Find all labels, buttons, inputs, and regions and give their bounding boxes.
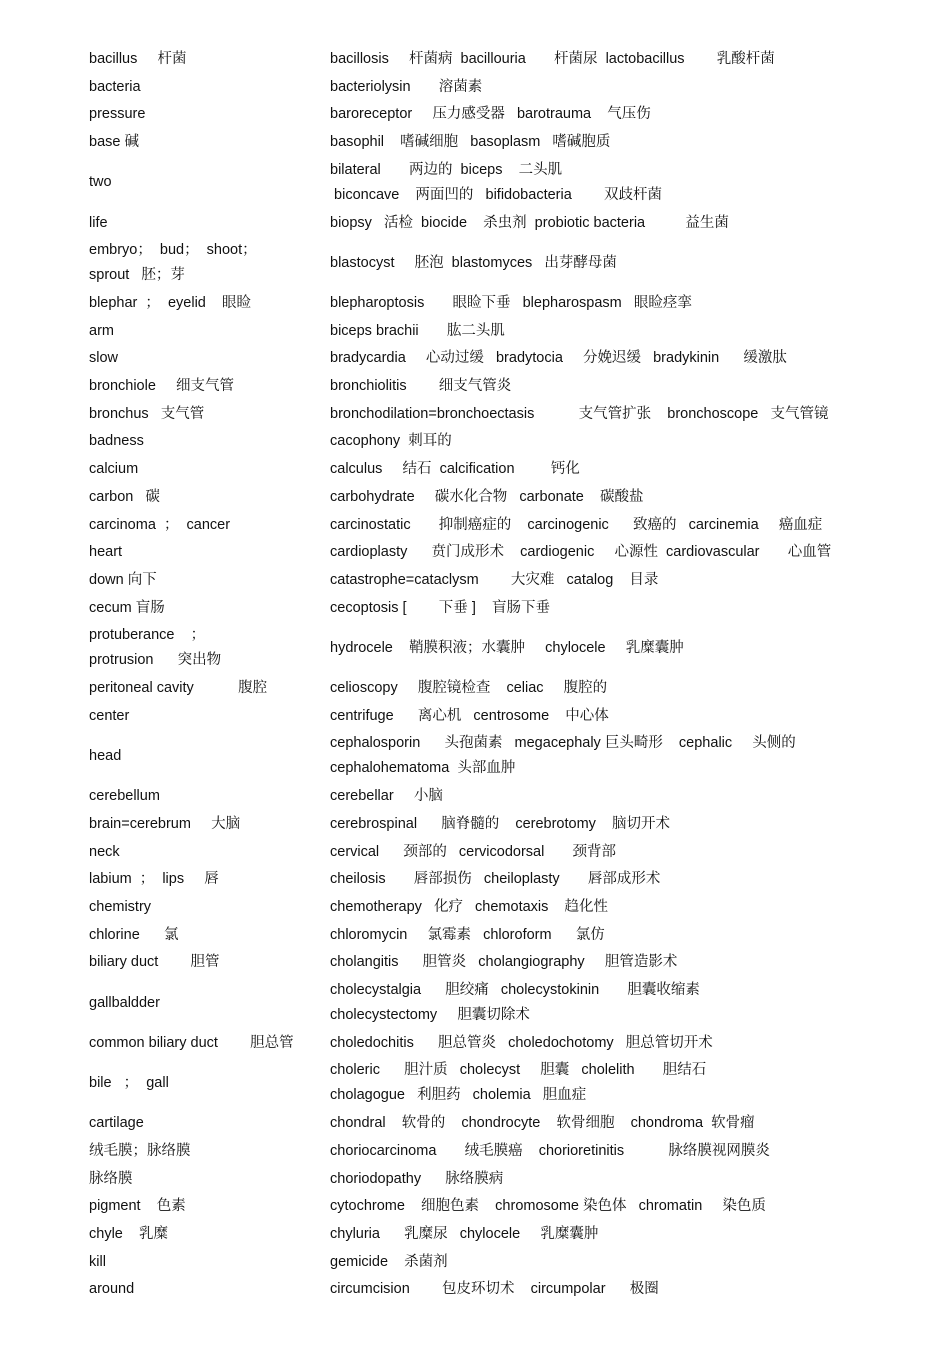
- example-terms-line: centrifuge 离心机 centrosome 中心体: [330, 707, 609, 724]
- example-terms-line: bronchodilation=bronchoectasis 支气管扩张 bronchoscope 支气管镜: [330, 405, 829, 422]
- root-meaning-line: biliary duct 胆管: [89, 954, 220, 971]
- root-meaning-line: head: [89, 747, 122, 764]
- vocab-row: [0, 1139, 950, 1164]
- root-meaning-line: cerebellum: [89, 788, 160, 805]
- example-terms-line: celioscopy 腹腔镜检查 celiac 腹腔的: [330, 680, 608, 696]
- example-terms-line: cerebrospinal 脑脊髓的 cerebrotomy 脑切开术: [330, 815, 671, 832]
- vocab-row: [0, 950, 950, 975]
- example-terms-line: carbohydrate 碳水化合物 carbonate 碳酸盐: [330, 488, 644, 505]
- vocab-row: [0, 429, 950, 454]
- vocab-row: [0, 596, 950, 621]
- example-terms: [330, 812, 890, 837]
- example-terms: [330, 346, 890, 371]
- example-terms-line: baroreceptor 压力感受器 barotrauma 气压伤: [330, 106, 651, 123]
- root-meaning-line: bronchiole 细支气管: [89, 378, 235, 394]
- vocab-row: [0, 130, 950, 155]
- vocab-row: [0, 1111, 950, 1136]
- example-terms-line: choriodopathy 脉络膜病: [330, 1170, 504, 1187]
- root-meaning: [89, 457, 319, 482]
- root-meaning: [89, 485, 319, 510]
- root-meaning: [89, 1167, 319, 1192]
- example-terms: [330, 950, 890, 975]
- root-meaning-line: cecum 盲肠: [89, 599, 165, 616]
- example-terms-line: cholangitis 胆管炎 cholangiography 胆管造影术: [330, 954, 678, 971]
- root-meaning-line: bronchus 支气管: [89, 405, 205, 422]
- root-meaning-line: base 碱: [89, 134, 139, 151]
- root-meaning: [89, 238, 319, 288]
- root-meaning-line: slow: [89, 350, 119, 367]
- example-terms: [330, 291, 890, 316]
- vocab-row: [0, 374, 950, 399]
- root-meaning: [89, 568, 319, 593]
- example-terms-line: cephalosporin 头孢菌素 megacephaly 巨头畸形 cephalic 头侧的: [330, 735, 796, 752]
- example-terms-line: bronchiolitis 细支气管炎: [330, 378, 512, 394]
- example-terms: [330, 840, 890, 865]
- vocab-row: [0, 513, 950, 538]
- vocab-row: [0, 923, 950, 948]
- vocab-row: [0, 211, 950, 236]
- example-terms: [330, 867, 890, 892]
- root-meaning-line: calcium: [89, 461, 139, 478]
- root-meaning: [89, 676, 319, 701]
- root-meaning-line: protuberance ；: [89, 627, 206, 644]
- example-terms: [330, 251, 890, 276]
- example-terms: [330, 731, 890, 781]
- example-terms-line: cacophony 刺耳的: [330, 433, 452, 450]
- root-meaning: [89, 867, 319, 892]
- vocab-row: [0, 1250, 950, 1275]
- vocab-row: [0, 319, 950, 344]
- example-terms-line: biceps brachii 肱二头肌: [330, 322, 505, 339]
- root-meaning: [89, 402, 319, 427]
- example-terms: [330, 923, 890, 948]
- example-terms-line: cerebellar 小脑: [330, 788, 443, 805]
- example-terms-line: gemicide 杀菌剂: [330, 1253, 448, 1270]
- root-meaning: [89, 1222, 319, 1247]
- root-meaning-line: 脉络膜: [89, 1170, 133, 1187]
- vocab-row: [0, 895, 950, 920]
- root-meaning-line: brain=cerebrum 大脑: [89, 815, 241, 832]
- example-terms: [330, 895, 890, 920]
- example-terms-line: choriocarcinoma 绒毛膜癌 chorioretinitis 脉络膜视网膜炎: [330, 1142, 770, 1159]
- root-meaning-line: life: [89, 214, 108, 231]
- vocab-row: [0, 238, 950, 288]
- vocab-row: [0, 1031, 950, 1056]
- root-meaning: [89, 513, 319, 538]
- root-meaning: [89, 895, 319, 920]
- example-terms: [330, 374, 890, 399]
- example-terms: [330, 596, 890, 621]
- root-meaning-line: sprout 胚；芽: [89, 267, 185, 284]
- root-meaning: [89, 991, 319, 1016]
- vocab-row: [0, 457, 950, 482]
- example-terms-line: bilateral 两边的 biceps 二头肌: [330, 161, 563, 178]
- example-terms-line: cholecystectomy 胆囊切除术: [330, 1007, 530, 1023]
- example-terms-line: circumcision 包皮环切术 circumpolar 极圈: [330, 1281, 659, 1298]
- root-meaning: [89, 1071, 319, 1096]
- vocab-row: [0, 1167, 950, 1192]
- example-terms: [330, 1222, 890, 1247]
- example-terms: [330, 1194, 890, 1219]
- root-meaning: [89, 1031, 319, 1056]
- example-terms: [330, 319, 890, 344]
- example-terms: [330, 1139, 890, 1164]
- example-terms: [330, 158, 890, 208]
- root-meaning-line: carbon 碳: [89, 488, 160, 505]
- vocab-row: [0, 812, 950, 837]
- root-meaning-line: pressure: [89, 106, 146, 123]
- root-meaning: [89, 1139, 319, 1164]
- example-terms: [330, 540, 890, 565]
- root-meaning: [89, 704, 319, 729]
- example-terms-line: chloromycin 氯霉素 chloroform 氯仿: [330, 926, 605, 943]
- vocab-row: [0, 402, 950, 427]
- vocab-row: [0, 731, 950, 781]
- example-terms-line: bradycardia 心动过缓 bradytocia 分娩迟缓 bradykinin 缓激肽: [330, 350, 787, 367]
- vocab-row: [0, 47, 950, 72]
- example-terms-line: bacteriolysin 溶菌素: [330, 78, 483, 95]
- root-meaning: [89, 812, 319, 837]
- example-terms: [330, 1277, 890, 1302]
- vocab-row: [0, 623, 950, 673]
- example-terms-line: choleric 胆汁质 cholecyst 胆囊 cholelith 胆结石: [330, 1062, 707, 1079]
- root-meaning-line: bacteria: [89, 78, 141, 95]
- root-meaning: [89, 623, 319, 673]
- example-terms: [330, 457, 890, 482]
- example-terms: [330, 402, 890, 427]
- example-terms-line: blepharoptosis 眼睑下垂 blepharospasm 眼睑痉挛: [330, 294, 692, 311]
- vocab-row: [0, 75, 950, 100]
- example-terms-line: carcinostatic 抑制癌症的 carcinogenic 致癌的 carcinemia 癌血症: [330, 516, 823, 533]
- vocab-row: [0, 158, 950, 208]
- example-terms: [330, 1111, 890, 1136]
- example-terms-line: choledochitis 胆总管炎 choledochotomy 胆总管切开术: [330, 1034, 713, 1051]
- example-terms-line: blastocyst 胚泡 blastomyces 出芽酵母菌: [330, 254, 617, 271]
- vocab-row: [0, 568, 950, 593]
- example-terms-line: cytochrome 细胞色素 chromosome 染色体 chromatin 染色质: [330, 1198, 766, 1215]
- example-terms-line: cheilosis 唇部损伤 cheiloplasty 唇部成形术: [330, 871, 661, 888]
- root-meaning: [89, 784, 319, 809]
- root-meaning-line: labium ； lips 唇: [89, 871, 219, 888]
- vocab-row: [0, 346, 950, 371]
- vocab-row: [0, 676, 950, 701]
- example-terms-line: cecoptosis [ 下垂 ] 盲肠下垂: [330, 599, 550, 616]
- example-terms: [330, 47, 890, 72]
- root-meaning-line: carcinoma ； cancer: [89, 516, 231, 533]
- root-meaning-line: blephar ； eyelid 眼睑: [89, 294, 251, 311]
- root-meaning: [89, 1277, 319, 1302]
- example-terms-line: chemotherapy 化疗 chemotaxis 趋化性: [330, 898, 609, 915]
- vocab-row: [0, 704, 950, 729]
- root-meaning-line: chlorine 氯: [89, 926, 179, 943]
- example-terms: [330, 485, 890, 510]
- vocab-row: [0, 540, 950, 565]
- vocab-row: [0, 978, 950, 1028]
- vocab-row: [0, 784, 950, 809]
- root-meaning-line: protrusion 突出物: [89, 652, 222, 669]
- root-meaning: [89, 319, 319, 344]
- root-meaning-line: common biliary duct 胆总管: [89, 1034, 294, 1051]
- example-terms-line: chondral 软骨的 chondrocyte 软骨细胞 chondroma 软骨瘤: [330, 1115, 755, 1132]
- example-terms: [330, 513, 890, 538]
- example-terms: [330, 568, 890, 593]
- root-meaning-line: chyle 乳糜: [89, 1225, 168, 1242]
- vocab-row: [0, 1222, 950, 1247]
- root-meaning-line: cartilage: [89, 1115, 144, 1132]
- example-terms-line: biopsy 活检 biocide 杀虫剂 probiotic bacteria 益生菌: [330, 214, 729, 231]
- example-terms: [330, 75, 890, 100]
- root-meaning: [89, 540, 319, 565]
- root-meaning-line: kill: [89, 1253, 106, 1270]
- root-meaning: [89, 47, 319, 72]
- example-terms-line: bacillosis 杆菌病 bacillouria 杆菌尿 lactobacillus 乳酸杆菌: [330, 51, 775, 67]
- example-terms: [330, 978, 890, 1028]
- root-meaning-line: neck: [89, 843, 120, 860]
- root-meaning: [89, 1250, 319, 1275]
- root-meaning-line: gallbaldder: [89, 994, 160, 1011]
- root-meaning: [89, 75, 319, 100]
- example-terms: [330, 1058, 890, 1108]
- example-terms-line: hydrocele 鞘膜积液；水囊肿 chylocele 乳糜囊肿: [330, 639, 684, 656]
- root-meaning: [89, 1111, 319, 1136]
- example-terms-line: chyluria 乳糜尿 chylocele 乳糜囊肿: [330, 1225, 599, 1242]
- example-terms: [330, 130, 890, 155]
- example-terms-line: cervical 颈部的 cervicodorsal 颈背部: [330, 843, 617, 860]
- example-terms-line: cholecystalgia 胆绞痛 cholecystokinin 胆囊收缩素: [330, 982, 700, 998]
- vocab-row: [0, 1277, 950, 1302]
- vocab-row: [0, 1058, 950, 1108]
- example-terms: [330, 676, 890, 701]
- root-meaning-line: arm: [89, 322, 114, 339]
- example-terms-line: cholagogue 利胆药 cholemia 胆血症: [330, 1087, 587, 1104]
- root-meaning-line: around: [89, 1281, 135, 1298]
- example-terms-line: basophil 嗜碱细胞 basoplasm 嗜碱胞质: [330, 134, 611, 151]
- example-terms: [330, 636, 890, 661]
- vocab-row: [0, 867, 950, 892]
- example-terms-line: catastrophe=cataclysm 大灾难 catalog 目录: [330, 571, 659, 588]
- root-meaning-line: heart: [89, 544, 123, 561]
- root-meaning-line: 绒毛膜；脉络膜: [89, 1142, 191, 1159]
- root-meaning-line: badness: [89, 433, 144, 450]
- root-meaning: [89, 840, 319, 865]
- vocab-row: [0, 1194, 950, 1219]
- root-meaning-line: bile ； gall: [89, 1074, 169, 1091]
- root-meaning-line: embryo； bud； shoot；: [89, 242, 257, 259]
- example-terms: [330, 102, 890, 127]
- root-meaning-line: bacillus 杆菌: [89, 51, 187, 67]
- root-meaning-line: center: [89, 707, 130, 724]
- vocab-row: [0, 102, 950, 127]
- root-meaning: [89, 744, 319, 769]
- vocab-row: [0, 840, 950, 865]
- vocab-row: [0, 485, 950, 510]
- root-meaning-line: chemistry: [89, 898, 152, 915]
- example-terms: [330, 1167, 890, 1192]
- example-terms: [330, 704, 890, 729]
- root-meaning-line: down 向下: [89, 571, 157, 588]
- example-terms: [330, 1250, 890, 1275]
- example-terms-line: calculus 结石 calcification 钙化: [330, 461, 580, 478]
- root-meaning: [89, 211, 319, 236]
- example-terms: [330, 784, 890, 809]
- root-meaning: [89, 1194, 319, 1219]
- root-meaning: [89, 102, 319, 127]
- root-meaning: [89, 291, 319, 316]
- root-meaning-line: pigment 色素: [89, 1198, 186, 1215]
- root-meaning-line: two: [89, 174, 112, 191]
- root-meaning: [89, 130, 319, 155]
- root-meaning: [89, 374, 319, 399]
- example-terms-line: cardioplasty 贲门成形术 cardiogenic 心源性 cardiovascular 心血管: [330, 544, 832, 561]
- root-meaning: [89, 346, 319, 371]
- root-meaning: [89, 923, 319, 948]
- example-terms: [330, 1031, 890, 1056]
- vocab-row: [0, 291, 950, 316]
- example-terms: [330, 429, 890, 454]
- root-meaning-line: peritoneal cavity 腹腔: [89, 680, 268, 696]
- example-terms-line: biconcave 两面凹的 bifidobacteria 双歧杆菌: [330, 186, 662, 203]
- root-meaning: [89, 170, 319, 195]
- root-meaning: [89, 429, 319, 454]
- example-terms: [330, 211, 890, 236]
- root-meaning: [89, 950, 319, 975]
- example-terms-line: cephalohematoma 头部血肿: [330, 760, 516, 777]
- root-meaning: [89, 596, 319, 621]
